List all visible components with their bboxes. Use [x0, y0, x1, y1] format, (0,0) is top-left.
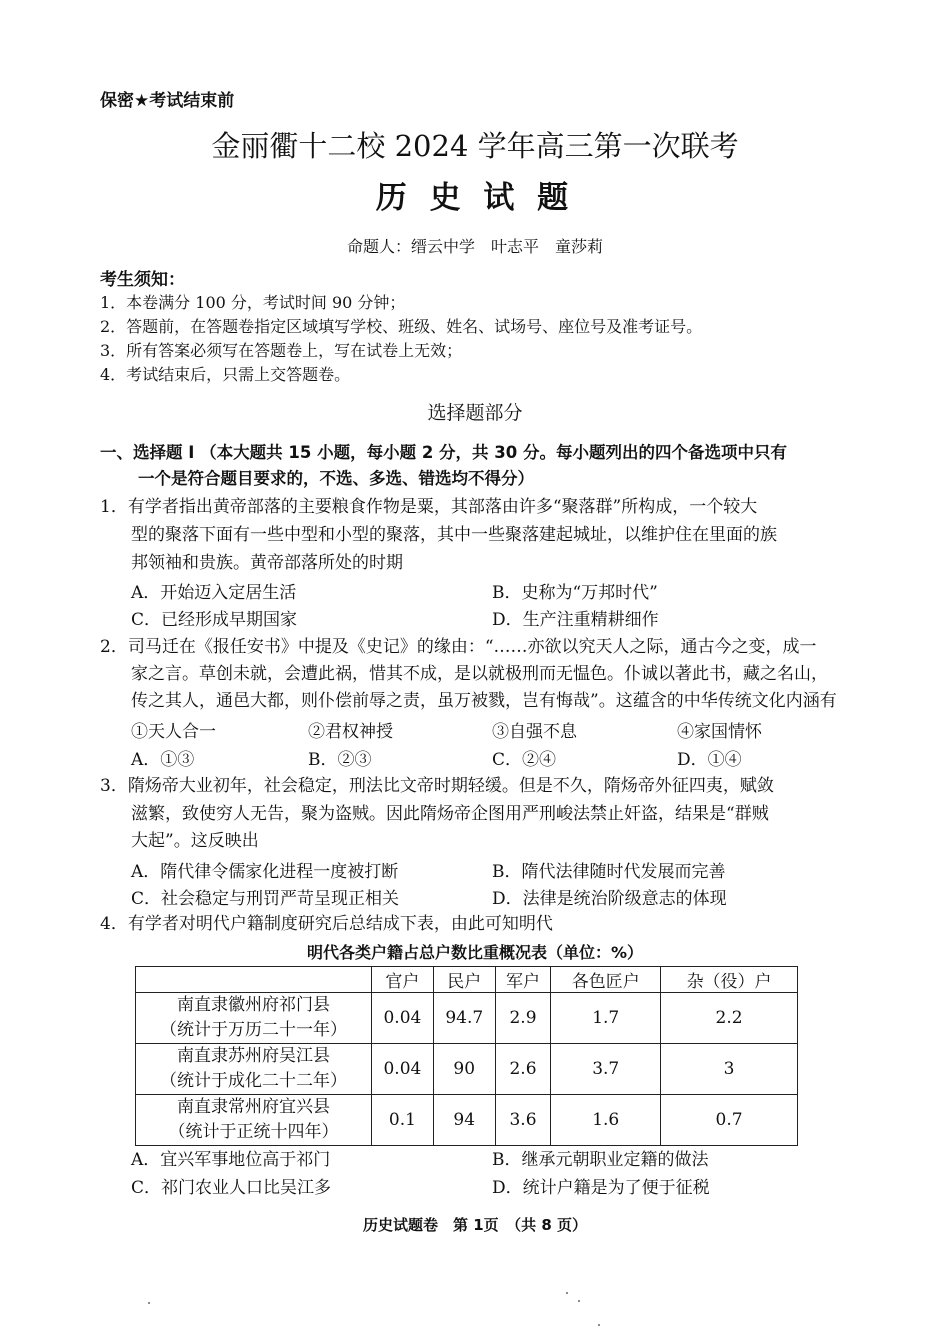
table-row-label: [136, 1044, 372, 1095]
table-cell: 2.2: [661, 993, 798, 1044]
q2-stem-line: 家之言。草创未就，会遭此祸，惜其不成，是以就极刑而无愠色。仆诚以著此书，藏之名山，: [131, 664, 828, 684]
q3-option-c: C．社会稳定与刑罚严苛呈现正相关: [131, 889, 400, 909]
scan-speck: [578, 1300, 580, 1302]
q4-option-b: B．继承元朝职业定籍的做法: [492, 1150, 709, 1170]
scan-speck: [148, 1302, 150, 1304]
table-row-label: [136, 993, 372, 1044]
table-row: [136, 1044, 798, 1095]
table-cell: 1.6: [551, 1095, 661, 1146]
row-place: 南直隶徽州府祁门县: [177, 995, 330, 1015]
table-row: [136, 1095, 798, 1146]
q1-option-c: C．已经形成早期国家: [131, 610, 298, 630]
notice-item: 2．答题前，在答题卷指定区域填写学校、班级、姓名、试场号、座位号及准考证号。: [100, 317, 703, 336]
q1-option-a: A．开始迈入定居生活: [131, 583, 297, 603]
table-cell: 90: [433, 1044, 495, 1095]
q3-stem-line: 大起”。这反映出: [131, 831, 259, 851]
row-place: 南直隶苏州府吴江县: [177, 1046, 330, 1066]
notice-item: 1．本卷满分 100 分，考试时间 90 分钟；: [100, 293, 406, 312]
page-footer: 历史试题卷 第 1页 （共 8 页）: [362, 1216, 588, 1234]
section-heading-line1: 一、选择题 I （本大题共 15 小题，每小题 2 分，共 30 分。每小题列出的四个备选项中只有: [100, 443, 787, 462]
scan-speck: [566, 1292, 568, 1294]
table-header-cell: [136, 967, 372, 993]
q1-stem-line: 型的聚落下面有一些中型和小型的聚落，其中一些聚落建起城址，以维护住在里面的族: [131, 525, 777, 545]
table-row: [136, 993, 798, 1044]
q3-stem-line: 3．隋炀帝大业初年，社会稳定，刑法比文帝时期轻缓。但是不久，隋炀帝外征四夷，赋敛: [100, 776, 774, 796]
q4-stem: 4．有学者对明代户籍制度研究后总结成下表，由此可知明代: [100, 914, 553, 934]
q1-stem-line: 1．有学者指出黄帝部落的主要粮食作物是粟，其部落由许多“聚落群”所构成，一个较大: [100, 497, 758, 517]
q3-option-a: A．隋代律令儒家化进程一度被打断: [131, 862, 399, 882]
q4-table-title: 明代各类户籍占总户数比重概况表（单位：%）: [306, 943, 644, 962]
q2-option-b: B．②③: [308, 750, 372, 770]
q1-option-d: D．生产注重精耕细作: [492, 610, 659, 630]
q3-stem-line: 滋繁，致使穷人无告，聚为盗贼。因此隋炀帝企图用严刑峻法禁止奸盗，结果是“群贼: [131, 804, 769, 824]
table-header-cell: 民户: [433, 967, 495, 993]
table-cell: 2.9: [495, 993, 551, 1044]
table-cell: 3: [661, 1044, 798, 1095]
row-note: （统计于万历二十一年）: [160, 1020, 347, 1040]
table-cell: 94: [433, 1095, 495, 1146]
q2-item-4: ④家国情怀: [677, 722, 762, 742]
q2-stem-line: 传之其人，通邑大都，则仆偿前辱之责，虽万被戮，岂有悔哉”。这蕴含的中华传统文化内涵有: [131, 691, 837, 711]
scan-speck: [598, 1324, 600, 1326]
table-cell: 0.04: [372, 1044, 434, 1095]
confidential-label: 保密★考试结束前: [100, 91, 235, 111]
notice-item: 4．考试结束后，只需上交答题卷。: [100, 365, 351, 384]
table-cell: 2.6: [495, 1044, 551, 1095]
exam-title: 金丽衢十二校 2024 学年高三第一次联考: [211, 129, 739, 163]
q2-option-a: A．①③: [131, 750, 195, 770]
q4-option-d: D．统计户籍是为了便于征税: [492, 1178, 710, 1198]
q2-stem-line: 2．司马迁在《报任安书》中提及《史记》的缘由：“……亦欲以究天人之际，通古今之变，成一: [100, 637, 817, 657]
table-cell: 1.7: [551, 993, 661, 1044]
notice-item: 3．所有答案必须写在答题卷上，写在试卷上无效；: [100, 341, 463, 360]
table-cell: 94.7: [433, 993, 495, 1044]
q2-item-1: ①天人合一: [131, 722, 216, 742]
table-header-cell: 官户: [372, 967, 434, 993]
table-cell: 0.04: [372, 993, 434, 1044]
table-header-cell: 各色匠户: [551, 967, 661, 993]
q4-option-c: C．祁门农业人口比吴江多: [131, 1178, 332, 1198]
subject-title: 历 史 试 题: [375, 180, 575, 216]
table-cell: 0.1: [372, 1095, 434, 1146]
q4-option-a: A．宜兴军事地位高于祁门: [131, 1150, 331, 1170]
q1-option-b: B．史称为“万邦时代”: [492, 583, 658, 603]
table-header-cell: 军户: [495, 967, 551, 993]
q2-item-3: ③自强不息: [492, 722, 577, 742]
row-note: （统计于正统十四年）: [168, 1122, 339, 1142]
section-heading-line2: 一个是符合题目要求的，不选、多选、错选均不得分）: [138, 469, 534, 488]
q3-option-d: D．法律是统治阶级意志的体现: [492, 889, 727, 909]
q2-option-c: C．②④: [492, 750, 557, 770]
q3-option-b: B．隋代法律随时代发展而完善: [492, 862, 726, 882]
q1-stem-line: 邦领袖和贵族。黄帝部落所处的时期: [131, 553, 403, 573]
table-cell: 3.6: [495, 1095, 551, 1146]
q2-option-d: D．①④: [677, 750, 742, 770]
table-cell: 3.7: [551, 1044, 661, 1095]
notice-heading: 考生须知：: [100, 270, 185, 290]
row-place: 南直隶常州府宜兴县: [177, 1097, 330, 1117]
row-note: （统计于成化二十二年）: [160, 1071, 347, 1091]
table-row-label: [136, 1095, 372, 1146]
table-header-cell: 杂（役）户: [661, 967, 798, 993]
part-title: 选择题部分: [427, 402, 523, 424]
table-cell: 0.7: [661, 1095, 798, 1146]
q2-item-2: ②君权神授: [308, 722, 393, 742]
authors-line: 命题人：缙云中学 叶志平 童莎莉: [346, 237, 603, 256]
table-header-row: [136, 967, 798, 993]
household-table: [135, 966, 798, 1146]
